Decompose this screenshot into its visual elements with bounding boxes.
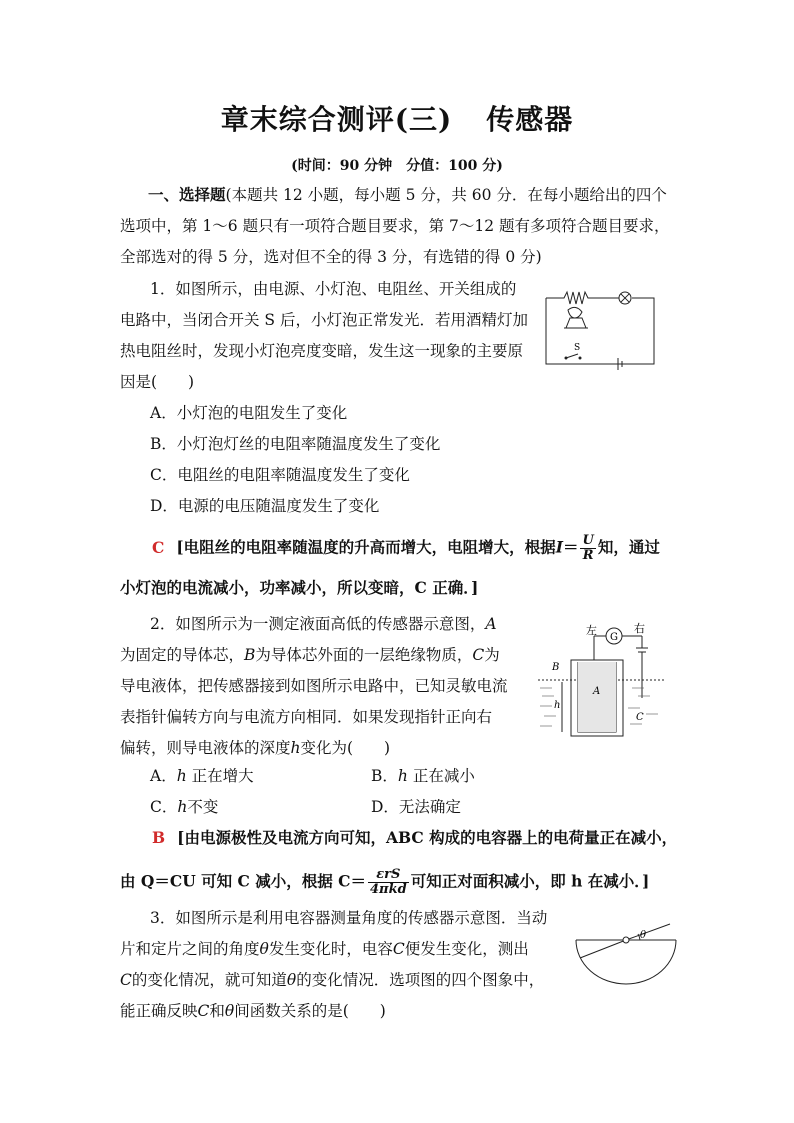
- q2-fraction: $\frac{\text{εrS}}{\text{4πkd}}$: [370, 867, 407, 897]
- section-intro-line2: 选项中，第 1～6 题只有一项符合题目要求，第 7～12 题有多项符合题目要求，: [120, 217, 670, 235]
- q2-stem-line1: 2．如图所示为一测定液面高低的传感器示意图，A: [150, 615, 497, 633]
- q2-stem-line4: 表指针偏转方向与电流方向相同．如果发现指针正向右: [120, 708, 493, 726]
- q1-option-a: A．小灯泡的电阻发生了变化: [150, 404, 348, 422]
- q3-stem-line4: 能正确反映C和θ间函数关系的是( ): [120, 1002, 386, 1020]
- q1-option-b: B．小灯泡灯丝的电阻率随温度发生了变化: [150, 435, 441, 453]
- q2-option-b: B．h 正在减小: [371, 767, 475, 785]
- section-intro-line1: 一、选择题(本题共 12 小题，每小题 5 分，共 60 分．在每小题给出的四个: [148, 185, 667, 204]
- q2-label-galvanometer: G: [610, 632, 618, 643]
- title-main: 章末综合测评(三): [220, 103, 453, 136]
- q1-stem-line4: 因是( ): [120, 373, 195, 391]
- page-title: [0, 98, 794, 138]
- q1-stem-line3: 热电阻丝时，发现小灯泡亮度变暗，发生这一现象的主要原: [120, 342, 524, 360]
- exam-meta: (时间：90 分钟 分值：100 分): [291, 158, 503, 174]
- q3-theta-label: θ: [640, 930, 647, 941]
- q1-answer: C: [152, 537, 165, 557]
- q1-stem-line1: 1．如图所示，由电源、小灯泡、电阻丝、开关组成的: [150, 280, 517, 298]
- q2-label-c: C: [636, 712, 644, 723]
- q2-explanation-line1: B [由电源极性及电流方向可知，ABC 构成的电容器上的电荷量正在减小，: [152, 828, 678, 847]
- q1-stem-line2: 电路中，当闭合开关 S 后，小灯泡正常发光．若用酒精灯加: [120, 311, 528, 329]
- q2-stem-line2: 为固定的导体芯，B为导体芯外面的一层绝缘物质，C为: [120, 646, 500, 664]
- section-heading: 一、选择题: [148, 185, 226, 204]
- q1-option-d: D．电源的电压随温度发生了变化: [150, 497, 380, 515]
- q2-option-a: A．h 正在增大: [150, 767, 254, 785]
- section-intro-line3: 全部选对的得 5 分，选对但不全的得 3 分，有选错的得 0 分): [120, 248, 542, 266]
- q1-switch-label: S: [574, 343, 581, 353]
- q3-angle-sensor-figure: [572, 914, 680, 986]
- q2-label-left: 左: [586, 624, 597, 637]
- q2-stem-line3: 导电液体，把传感器接到如图所示电路中，已知灵敏电流: [120, 677, 508, 695]
- title-sub: 传感器: [486, 103, 574, 136]
- q2-label-a: A: [593, 686, 601, 697]
- q1-option-c: C．电阻丝的电阻率随温度发生了变化: [150, 466, 410, 484]
- q1-circuit-figure: [540, 286, 660, 370]
- q2-label-right: 右: [634, 622, 645, 635]
- q3-stem-line1: 3．如图所示是利用电容器测量角度的传感器示意图．当动: [150, 909, 548, 927]
- q3-stem-line3: C的变化情况，就可知道θ的变化情况．选项图的四个图象中，: [120, 971, 545, 989]
- q2-option-c: C．h不变: [150, 798, 219, 816]
- q2-answer: B: [152, 828, 166, 847]
- q2-label-b: B: [552, 662, 560, 673]
- q1-fraction: $\frac{U}{R}$: [582, 533, 594, 563]
- q2-option-d: D．无法确定: [371, 798, 461, 816]
- q3-stem-line2: 片和定片之间的角度θ发生变化时，电容C便发生变化，测出: [120, 940, 529, 958]
- q2-label-h: h: [554, 700, 561, 711]
- q2-stem-line5: 偏转，则导电液体的深度h变化为( ): [120, 739, 391, 757]
- q1-explanation-line1: C [电阻丝的电阻率随温度的升高而增大，电阻增大，根据I＝ $\frac{U}{R}$ 知，通过: [152, 533, 660, 563]
- q2-liquid-sensor-figure: [538, 622, 666, 738]
- q1-explanation-line2: 小灯泡的电流减小，功率减小，所以变暗，C 正确．]: [120, 578, 479, 597]
- q2-explanation-line2: 由 Q＝CU 可知 C 减小，根据 C＝ $\frac{\text{εrS}}{\text{4πkd}}$ 可知正对面积减小，即 h 在减小．]: [120, 867, 650, 897]
